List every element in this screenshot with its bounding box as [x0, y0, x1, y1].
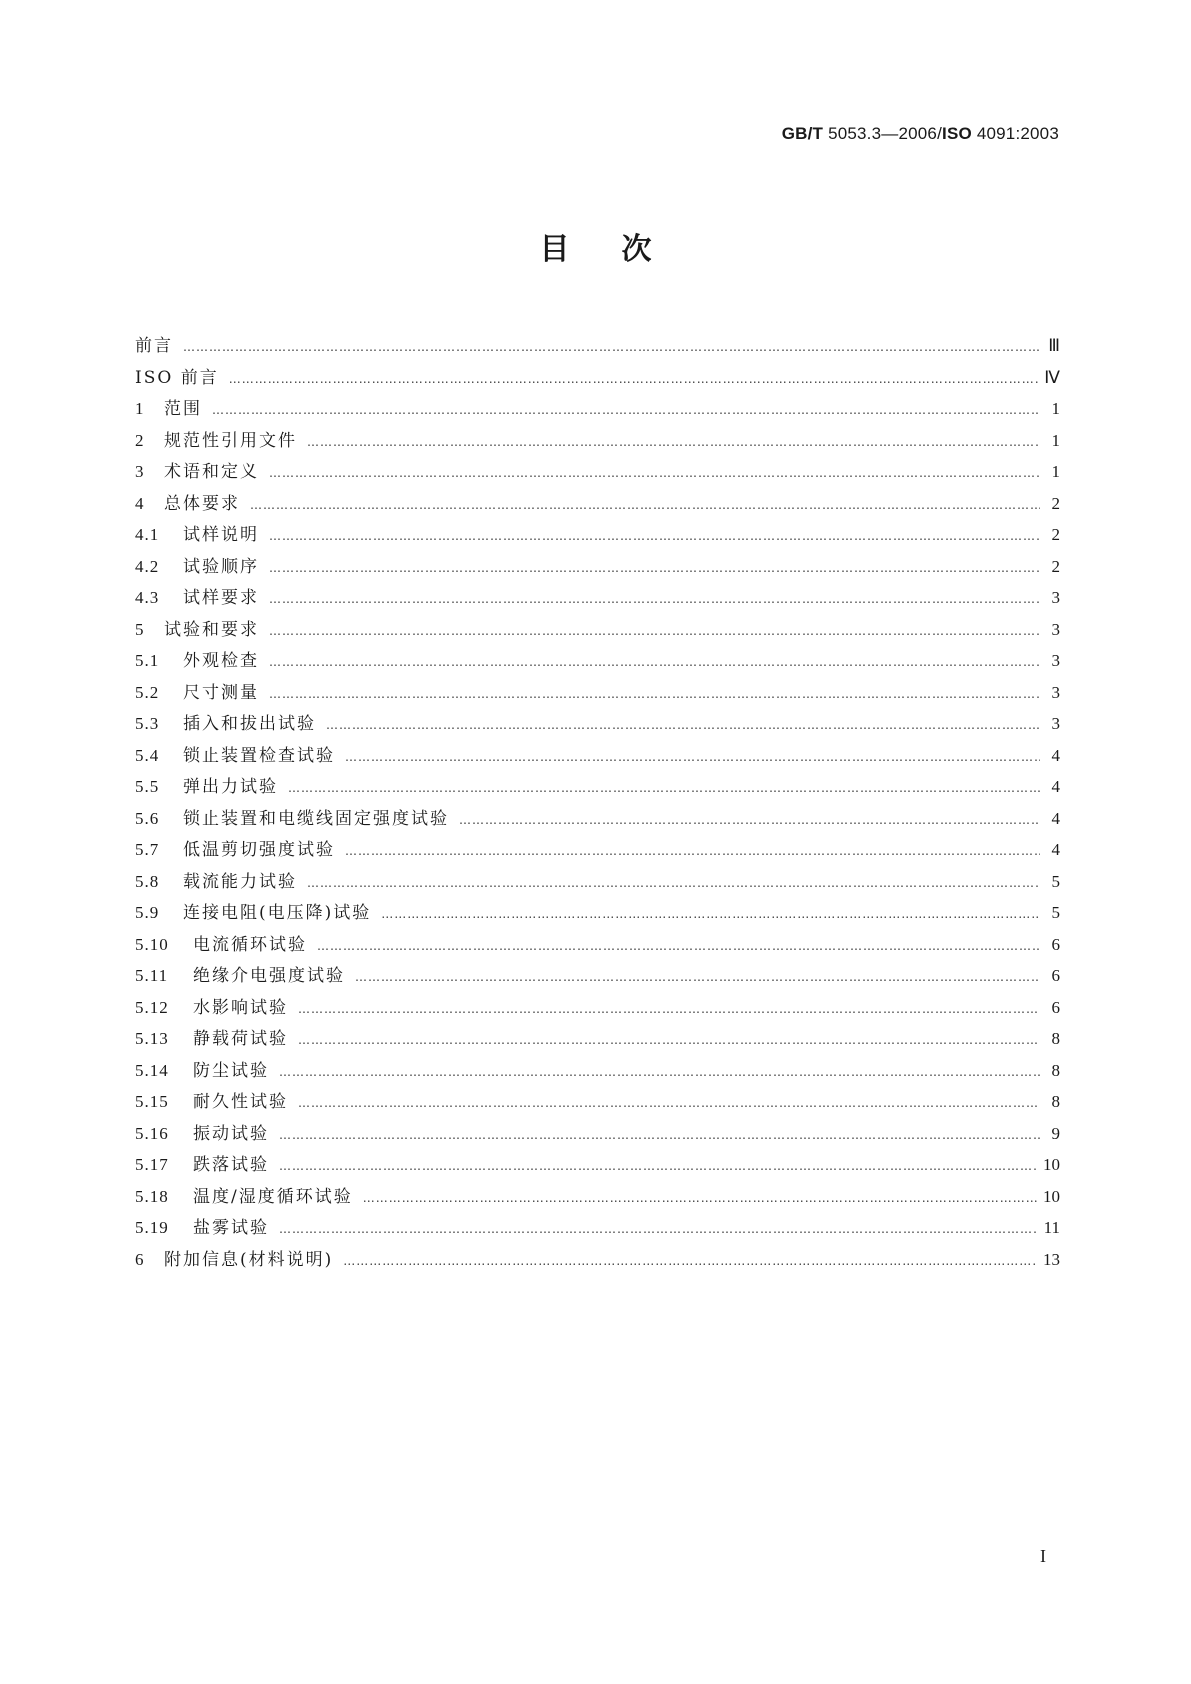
toc-entry-page: 4 — [1051, 745, 1060, 765]
toc-entry-page: 4 — [1051, 840, 1060, 859]
toc-entry-label: 绝缘介电强度试验 — [193, 966, 345, 986]
toc-entry-number: 5.1 — [135, 651, 160, 670]
toc-entry-number: 5.5 — [135, 777, 160, 796]
iso-number: 4091:2003 — [971, 124, 1059, 143]
standard-number: 5053.3—2006/ — [823, 124, 943, 143]
toc-entry[interactable] — [135, 960, 1060, 992]
toc-entry-page: 1 — [1051, 462, 1060, 481]
toc-entry-label: 电流循环试验 — [193, 934, 307, 955]
toc-entry-label: 插入和拔出试验 — [183, 714, 316, 734]
toc-entry[interactable] — [135, 551, 1060, 583]
toc-entry[interactable] — [135, 582, 1060, 614]
toc-entry-label: 连接电阻(电压降)试验 — [183, 903, 372, 923]
toc-entry-number: 5.3 — [135, 714, 160, 733]
toc-entry-page: 10 — [1043, 1186, 1060, 1206]
toc-entry-number: 5.6 — [135, 808, 160, 828]
toc-entry-page: 2 — [1051, 493, 1060, 513]
toc-entry-number: 4 — [135, 493, 145, 513]
toc-dot-leader — [343, 1246, 1037, 1278]
toc-entry-page: 2 — [1051, 525, 1060, 544]
toc-dot-leader — [269, 521, 1040, 553]
toc-dot-leader — [288, 773, 1040, 805]
toc-entry-label: 试样要求 — [183, 588, 259, 608]
toc-entry-page: 4 — [1051, 777, 1060, 796]
toc-dot-leader — [269, 679, 1040, 711]
toc-dot-leader — [307, 868, 1040, 900]
toc-dot-leader — [279, 1120, 1040, 1152]
toc-entry[interactable] — [135, 740, 1060, 772]
toc-entry-label: 盐雾试验 — [193, 1218, 269, 1238]
toc-entry-number: 3 — [135, 462, 145, 481]
toc-entry-label: 外观检查 — [183, 651, 259, 671]
toc-entry-label: 水影响试验 — [193, 997, 288, 1018]
page-number: I — [1040, 1546, 1046, 1566]
toc-entry-label: 试验顺序 — [183, 556, 259, 577]
toc-entry[interactable] — [135, 1086, 1060, 1118]
toc-entry-label: 总体要求 — [164, 493, 240, 514]
title-char-1: 目 — [539, 232, 570, 267]
title-char-2: 次 — [621, 232, 652, 267]
toc-dot-leader — [269, 458, 1040, 490]
toc-dot-leader — [307, 427, 1040, 459]
toc-entry-page: 1 — [1051, 399, 1060, 418]
toc-entry-page: 8 — [1051, 1092, 1060, 1111]
toc-entry-label: 术语和定义 — [164, 462, 259, 482]
toc-entry-page: 5 — [1051, 871, 1060, 891]
toc-entry-label: ISO 前言 — [135, 367, 219, 388]
toc-entry[interactable] — [135, 1149, 1060, 1181]
toc-dot-leader — [229, 364, 1039, 396]
toc-entry-label: 温度/湿度循环试验 — [193, 1186, 353, 1207]
toc-entry-label: 范围 — [164, 399, 202, 419]
toc-entry-number: 5.19 — [135, 1218, 169, 1237]
toc-dot-leader — [298, 1025, 1040, 1057]
toc-dot-leader — [279, 1214, 1038, 1246]
toc-dot-leader — [381, 899, 1040, 931]
table-of-contents — [135, 330, 1060, 1275]
toc-entry[interactable] — [135, 929, 1060, 961]
toc-entry-label: 静载荷试验 — [193, 1029, 288, 1049]
toc-dot-leader — [279, 1057, 1040, 1089]
standard-prefix: GB/T — [781, 124, 824, 143]
toc-entry[interactable] — [135, 614, 1060, 646]
toc-dot-leader — [459, 805, 1040, 837]
toc-entry-page: Ⅳ — [1044, 367, 1060, 387]
toc-entry[interactable] — [135, 1212, 1060, 1244]
toc-entry[interactable] — [135, 834, 1060, 866]
toc-entry[interactable] — [135, 425, 1060, 457]
toc-entry[interactable] — [135, 519, 1060, 551]
toc-entry-number: 1 — [135, 399, 145, 418]
toc-entry-label: 跌落试验 — [193, 1155, 269, 1175]
toc-entry-number: 5.13 — [135, 1029, 169, 1048]
toc-entry-label: 弹出力试验 — [183, 777, 278, 797]
toc-entry-number: 5.17 — [135, 1155, 169, 1174]
toc-entry-page: 2 — [1051, 556, 1060, 576]
toc-entry[interactable] — [135, 330, 1060, 362]
toc-entry[interactable] — [135, 992, 1060, 1024]
toc-entry-number: 4.1 — [135, 525, 160, 544]
toc-entry[interactable] — [135, 866, 1060, 898]
toc-entry[interactable] — [135, 803, 1060, 835]
toc-entry-label: 锁止装置检查试验 — [183, 745, 335, 766]
toc-entry[interactable] — [135, 1244, 1060, 1276]
toc-entry-number: 5.11 — [135, 966, 169, 985]
toc-dot-leader — [326, 710, 1040, 742]
toc-entry-page: 13 — [1043, 1249, 1060, 1269]
toc-entry[interactable] — [135, 1181, 1060, 1213]
toc-entry-label: 防尘试验 — [193, 1060, 269, 1081]
toc-dot-leader — [212, 395, 1040, 427]
toc-dot-leader — [269, 584, 1040, 616]
toc-entry-label: 锁止装置和电缆线固定强度试验 — [183, 808, 449, 829]
toc-entry-page: 3 — [1051, 619, 1060, 639]
toc-entry-page: Ⅲ — [1048, 336, 1060, 355]
toc-entry-page: 3 — [1051, 714, 1060, 733]
iso-prefix: ISO — [942, 124, 972, 143]
toc-entry-page: 6 — [1051, 934, 1060, 954]
toc-entry-number: 2 — [135, 430, 145, 450]
toc-entry-number: 5 — [135, 619, 145, 639]
toc-dot-leader — [345, 836, 1040, 868]
toc-dot-leader — [269, 647, 1040, 679]
toc-entry-page: 3 — [1051, 682, 1060, 702]
toc-entry-number: 4.3 — [135, 588, 160, 607]
toc-entry[interactable] — [135, 645, 1060, 677]
toc-entry[interactable] — [135, 1023, 1060, 1055]
page-title — [0, 224, 1191, 268]
toc-entry[interactable] — [135, 897, 1060, 929]
toc-entry-label: 试样说明 — [183, 525, 259, 545]
toc-entry[interactable] — [135, 1118, 1060, 1150]
toc-entry-page: 8 — [1051, 1060, 1060, 1080]
toc-entry-number: 5.2 — [135, 682, 160, 702]
toc-dot-leader — [345, 742, 1040, 774]
toc-entry-page: 9 — [1051, 1123, 1060, 1143]
toc-entry[interactable] — [135, 771, 1060, 803]
toc-entry-number: 5.7 — [135, 840, 160, 859]
toc-entry[interactable] — [135, 677, 1060, 709]
toc-entry[interactable] — [135, 488, 1060, 520]
toc-entry-number: 5.9 — [135, 903, 160, 922]
toc-entry-page: 8 — [1051, 1029, 1060, 1048]
toc-entry-page: 4 — [1051, 808, 1060, 828]
toc-entry-page: 6 — [1051, 966, 1060, 985]
toc-entry-page: 3 — [1051, 588, 1060, 607]
toc-entry-label: 低温剪切强度试验 — [183, 840, 335, 860]
toc-entry-number: 5.15 — [135, 1092, 169, 1111]
toc-entry-number: 5.10 — [135, 934, 169, 954]
toc-entry[interactable] — [135, 1055, 1060, 1087]
toc-entry-number: 5.14 — [135, 1060, 169, 1080]
toc-entry-number: 6 — [135, 1249, 145, 1269]
toc-dot-leader — [363, 1183, 1037, 1215]
toc-dot-leader — [355, 962, 1040, 994]
toc-entry-label: 载流能力试验 — [183, 871, 297, 892]
toc-entry-number: 5.8 — [135, 871, 160, 891]
toc-dot-leader — [250, 490, 1040, 522]
toc-entry[interactable] — [135, 362, 1060, 394]
toc-entry-number: 5.18 — [135, 1186, 169, 1206]
standard-number-header — [782, 124, 1059, 144]
toc-entry-label: 附加信息(材料说明) — [164, 1249, 334, 1270]
toc-entry-page: 1 — [1051, 430, 1060, 450]
toc-entry-label: 规范性引用文件 — [164, 430, 297, 451]
toc-entry-label: 试验和要求 — [164, 619, 259, 640]
toc-entry-number: 5.12 — [135, 997, 169, 1017]
toc-entry-number: 5.16 — [135, 1123, 169, 1143]
toc-entry-label: 耐久性试验 — [193, 1092, 288, 1112]
toc-entry-page: 10 — [1043, 1155, 1060, 1174]
toc-entry-number: 4.2 — [135, 556, 160, 576]
toc-entry-number: 5.4 — [135, 745, 160, 765]
toc-entry-page: 6 — [1051, 997, 1060, 1017]
toc-dot-leader — [269, 553, 1040, 585]
toc-dot-leader — [298, 994, 1040, 1026]
toc-entry[interactable] — [135, 393, 1060, 425]
toc-entry-page: 11 — [1043, 1218, 1060, 1237]
toc-dot-leader — [279, 1151, 1037, 1183]
toc-entry-label: 尺寸测量 — [183, 682, 259, 703]
toc-dot-leader — [298, 1088, 1040, 1120]
toc-dot-leader — [183, 332, 1040, 364]
toc-entry-page: 3 — [1051, 651, 1060, 670]
toc-dot-leader — [269, 616, 1040, 648]
toc-entry-label: 前言 — [135, 336, 173, 356]
toc-dot-leader — [317, 931, 1040, 963]
toc-entry-page: 5 — [1051, 903, 1060, 922]
toc-entry[interactable] — [135, 708, 1060, 740]
toc-entry-label: 振动试验 — [193, 1123, 269, 1144]
toc-entry[interactable] — [135, 456, 1060, 488]
